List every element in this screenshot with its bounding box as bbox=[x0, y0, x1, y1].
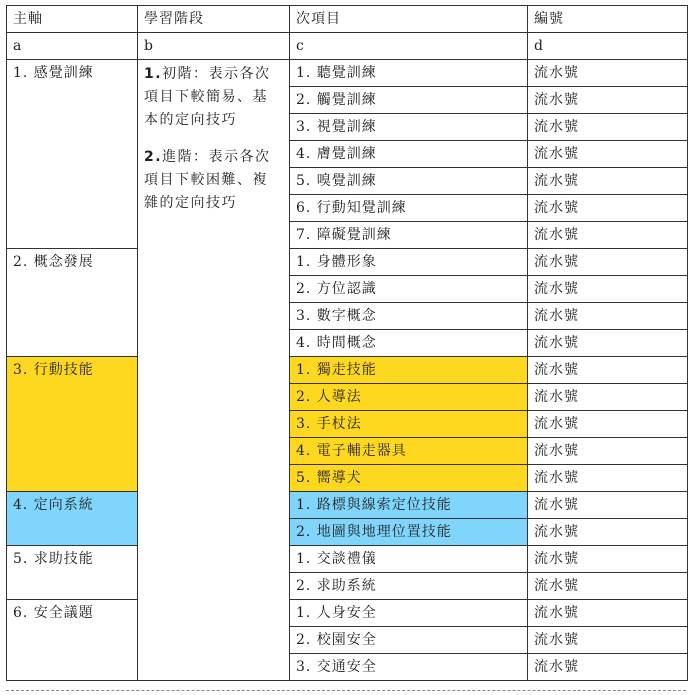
learning-stage-cell bbox=[138, 60, 290, 681]
code-cell: 流水號 bbox=[528, 357, 688, 384]
code-cell: 流水號 bbox=[528, 195, 688, 222]
subitem-cell: 2. 人導法 bbox=[290, 384, 528, 411]
subitem-cell: 1. 聽覺訓練 bbox=[290, 60, 528, 87]
code-cell: 流水號 bbox=[528, 384, 688, 411]
header-axis: 主軸 bbox=[7, 6, 138, 33]
header-subitem: 次項目 bbox=[290, 6, 528, 33]
subitem-cell: 5. 嚮導犬 bbox=[290, 465, 528, 492]
header-row bbox=[7, 6, 688, 33]
subitem-cell: 6. 行動知覺訓練 bbox=[290, 195, 528, 222]
table-body bbox=[7, 6, 688, 681]
code-cell: 流水號 bbox=[528, 222, 688, 249]
subitem-cell: 3. 視覺訓練 bbox=[290, 114, 528, 141]
letter-c: c bbox=[290, 33, 528, 60]
letter-b: b bbox=[138, 33, 290, 60]
stage-text: 初階：表示各次項目下較簡易、基本的定向技巧 bbox=[144, 66, 271, 128]
main-axis-cell: 3. 行動技能 bbox=[7, 357, 138, 492]
code-cell: 流水號 bbox=[528, 465, 688, 492]
table-row bbox=[7, 492, 688, 519]
letter-a: a bbox=[7, 33, 138, 60]
code-cell: 流水號 bbox=[528, 141, 688, 168]
subitem-cell: 3. 手杖法 bbox=[290, 411, 528, 438]
subitem-cell: 5. 嗅覺訓練 bbox=[290, 168, 528, 195]
code-cell: 流水號 bbox=[528, 627, 688, 654]
stage-description bbox=[144, 146, 283, 215]
header-stage: 學習階段 bbox=[138, 6, 290, 33]
table-row bbox=[7, 357, 688, 384]
subitem-cell: 4. 膚覺訓練 bbox=[290, 141, 528, 168]
code-cell: 流水號 bbox=[528, 654, 688, 681]
table-row bbox=[7, 249, 688, 276]
stage-description bbox=[144, 63, 283, 132]
code-cell: 流水號 bbox=[528, 303, 688, 330]
table-row bbox=[7, 600, 688, 627]
code-cell: 流水號 bbox=[528, 492, 688, 519]
main-axis-cell: 6. 安全議題 bbox=[7, 600, 138, 681]
code-cell: 流水號 bbox=[528, 168, 688, 195]
letter-d: d bbox=[528, 33, 688, 60]
subitem-cell: 2. 方位認識 bbox=[290, 276, 528, 303]
subitem-cell: 1. 人身安全 bbox=[290, 600, 528, 627]
subitem-cell: 1. 路標與線索定位技能 bbox=[290, 492, 528, 519]
letter-row bbox=[7, 33, 688, 60]
subitem-cell: 2. 求助系統 bbox=[290, 573, 528, 600]
header-code: 編號 bbox=[528, 6, 688, 33]
main-axis-cell: 1. 感覺訓練 bbox=[7, 60, 138, 249]
code-cell: 流水號 bbox=[528, 276, 688, 303]
stage-number: 2. bbox=[144, 149, 163, 165]
subitem-cell: 1. 交談禮儀 bbox=[290, 546, 528, 573]
code-cell: 流水號 bbox=[528, 411, 688, 438]
code-cell: 流水號 bbox=[528, 519, 688, 546]
subitem-cell: 2. 校園安全 bbox=[290, 627, 528, 654]
main-axis-cell: 2. 概念發展 bbox=[7, 249, 138, 357]
main-axis-cell: 5. 求助技能 bbox=[7, 546, 138, 600]
code-cell: 流水號 bbox=[528, 546, 688, 573]
subitem-cell: 7. 障礙覺訓練 bbox=[290, 222, 528, 249]
code-cell: 流水號 bbox=[528, 438, 688, 465]
subitem-cell: 4. 時間概念 bbox=[290, 330, 528, 357]
code-cell: 流水號 bbox=[528, 60, 688, 87]
subitem-cell: 1. 身體形象 bbox=[290, 249, 528, 276]
code-cell: 流水號 bbox=[528, 600, 688, 627]
curriculum-table bbox=[6, 5, 688, 681]
code-cell: 流水號 bbox=[528, 249, 688, 276]
subitem-cell: 2. 觸覺訓練 bbox=[290, 87, 528, 114]
subitem-cell: 4. 電子輔走器具 bbox=[290, 438, 528, 465]
table-row bbox=[7, 546, 688, 573]
stage-text: 進階：表示各次項目下較困難、複雜的定向技巧 bbox=[144, 149, 271, 211]
subitem-cell: 3. 數字概念 bbox=[290, 303, 528, 330]
table-row bbox=[7, 60, 688, 87]
code-cell: 流水號 bbox=[528, 114, 688, 141]
subitem-cell: 3. 交通安全 bbox=[290, 654, 528, 681]
code-cell: 流水號 bbox=[528, 330, 688, 357]
stage-number: 1. bbox=[144, 66, 163, 82]
subitem-cell: 2. 地圖與地理位置技能 bbox=[290, 519, 528, 546]
subitem-cell: 1. 獨走技能 bbox=[290, 357, 528, 384]
bottom-divider bbox=[6, 690, 686, 693]
code-cell: 流水號 bbox=[528, 87, 688, 114]
main-axis-cell: 4. 定向系統 bbox=[7, 492, 138, 546]
code-cell: 流水號 bbox=[528, 573, 688, 600]
